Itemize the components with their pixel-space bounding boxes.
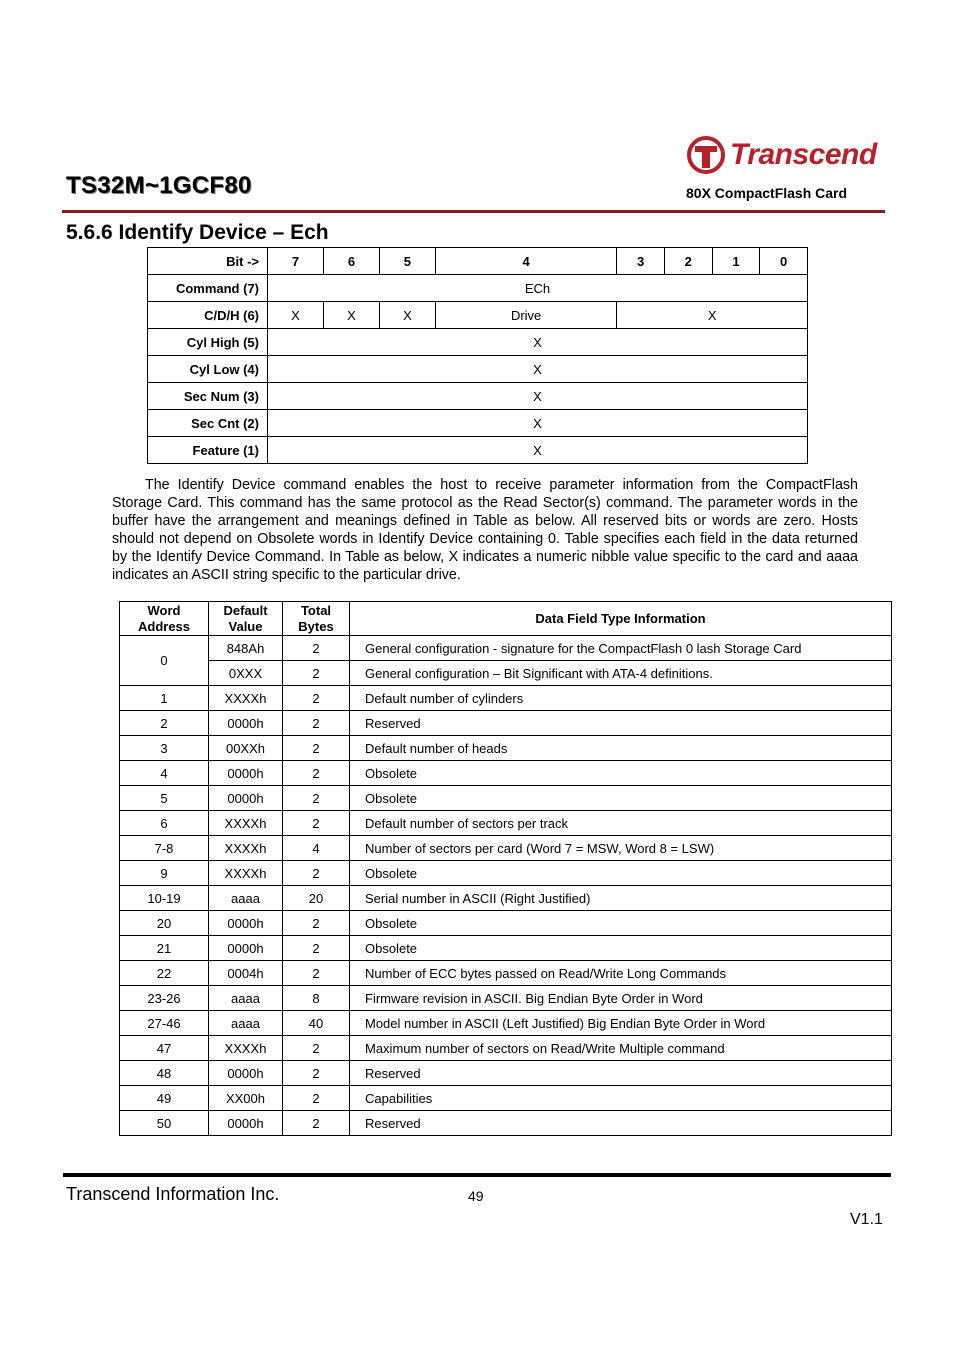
register-value: X: [268, 437, 808, 464]
info-cell: Number of sectors per card (Word 7 = MSW, Word 8 = LSW): [350, 836, 892, 861]
info-cell: Default number of sectors per track: [350, 811, 892, 836]
total-bytes-cell: 4: [283, 836, 350, 861]
table-row: [148, 302, 808, 329]
word-address-cell: 2: [120, 711, 209, 736]
column-header-word-address: Word Address: [120, 602, 209, 636]
register-bit-value: Drive: [435, 302, 616, 329]
identify-data-table: [119, 601, 892, 1136]
table-row: [120, 1011, 892, 1036]
default-value-cell: 848Ah: [209, 636, 283, 661]
info-cell: Reserved: [350, 711, 892, 736]
default-value-cell: 0000h: [209, 711, 283, 736]
register-bit-value: X: [379, 302, 435, 329]
default-value-cell: XXXXh: [209, 811, 283, 836]
info-cell: Reserved: [350, 1111, 892, 1136]
register-bit-value: X: [268, 302, 324, 329]
body-paragraph: The Identify Device command enables the host to receive parameter information from the CompactFlash Storage Card. This command has the same protocol as the Read Sector(s) command. The parameter words in the buffer have the arrangement and meanings defined in Table as below. All reserved bits or words are zero. Hosts should not depend on Obsolete words in Identify Device containing 0. Table specifies each field in the data returned by the Identify Device Command. In Table as below, X indicates a numeric nibble value specific to the card and aaaa indicates an ASCII string specific to the particular drive.: [112, 477, 858, 583]
word-address-cell: 23-26: [120, 986, 209, 1011]
total-bytes-cell: 2: [283, 811, 350, 836]
word-address-cell: 21: [120, 936, 209, 961]
table-row: [120, 861, 892, 886]
product-title: TS32M~1GCF80: [66, 172, 252, 199]
table-row: [120, 636, 892, 661]
product-subtitle: 80X CompactFlash Card: [686, 185, 848, 201]
word-address-cell: 48: [120, 1061, 209, 1086]
register-bit-value: X: [617, 302, 808, 329]
register-name: C/D/H (6): [148, 302, 268, 329]
word-address-cell: 22: [120, 961, 209, 986]
register-name: Cyl High (5): [148, 329, 268, 356]
bit-label: 3: [617, 248, 665, 275]
total-bytes-cell: 2: [283, 1061, 350, 1086]
column-header-default-value: Default Value: [209, 602, 283, 636]
page-number: 49: [468, 1188, 484, 1204]
info-cell: General configuration - signature for the CompactFlash 0 lash Storage Card: [350, 636, 892, 661]
document-version: V1.1: [850, 1211, 883, 1228]
total-bytes-cell: 2: [283, 961, 350, 986]
word-address-cell: 10-19: [120, 886, 209, 911]
info-cell: Serial number in ASCII (Right Justified): [350, 886, 892, 911]
default-value-cell: 0000h: [209, 786, 283, 811]
word-address-cell: 4: [120, 761, 209, 786]
total-bytes-cell: 2: [283, 711, 350, 736]
table-row: [120, 911, 892, 936]
word-address-cell: 20: [120, 911, 209, 936]
info-cell: Reserved: [350, 1061, 892, 1086]
info-cell: Firmware revision in ASCII. Big Endian Byte Order in Word: [350, 986, 892, 1011]
register-name: Cyl Low (4): [148, 356, 268, 383]
total-bytes-cell: 2: [283, 636, 350, 661]
brand-logo: [686, 134, 877, 176]
info-cell: Model number in ASCII (Left Justified) Big Endian Byte Order in Word: [350, 1011, 892, 1036]
word-address-cell: 49: [120, 1086, 209, 1111]
info-cell: Default number of cylinders: [350, 686, 892, 711]
register-name: Sec Cnt (2): [148, 410, 268, 437]
table-row: [120, 686, 892, 711]
table-header-row: [120, 602, 892, 636]
bit-label: 0: [760, 248, 808, 275]
total-bytes-cell: 2: [283, 1111, 350, 1136]
table-row: [120, 1111, 892, 1136]
default-value-cell: 0000h: [209, 911, 283, 936]
table-row: [148, 329, 808, 356]
table-row: [148, 437, 808, 464]
default-value-cell: 0000h: [209, 761, 283, 786]
word-address-cell: 7-8: [120, 836, 209, 861]
info-cell: Obsolete: [350, 911, 892, 936]
bit-label: 5: [379, 248, 435, 275]
register-table: [147, 247, 808, 464]
total-bytes-cell: 20: [283, 886, 350, 911]
default-value-cell: XXXXh: [209, 836, 283, 861]
default-value-cell: aaaa: [209, 886, 283, 911]
register-name: Command (7): [148, 275, 268, 302]
table-row: [120, 836, 892, 861]
total-bytes-cell: 40: [283, 1011, 350, 1036]
column-header-total-bytes: Total Bytes: [283, 602, 350, 636]
table-row: [120, 811, 892, 836]
word-address-cell: 1: [120, 686, 209, 711]
total-bytes-cell: 2: [283, 686, 350, 711]
word-address-cell: 3: [120, 736, 209, 761]
total-bytes-cell: 2: [283, 911, 350, 936]
total-bytes-cell: 8: [283, 986, 350, 1011]
footer-divider: [63, 1173, 891, 1177]
default-value-cell: XXXXh: [209, 861, 283, 886]
table-row: [120, 786, 892, 811]
register-value: X: [268, 329, 808, 356]
transcend-logo-icon: [686, 135, 726, 175]
register-bit-value: X: [323, 302, 379, 329]
total-bytes-cell: 2: [283, 786, 350, 811]
info-cell: Obsolete: [350, 761, 892, 786]
default-value-cell: 0XXX: [209, 661, 283, 686]
total-bytes-cell: 2: [283, 661, 350, 686]
word-address-cell: 5: [120, 786, 209, 811]
default-value-cell: 0000h: [209, 936, 283, 961]
word-address-cell: 6: [120, 811, 209, 836]
word-address-cell: 27-46: [120, 1011, 209, 1036]
default-value-cell: aaaa: [209, 986, 283, 1011]
info-cell: Default number of heads: [350, 736, 892, 761]
word-address-cell: 0: [120, 636, 209, 686]
total-bytes-cell: 2: [283, 761, 350, 786]
word-address-cell: 50: [120, 1111, 209, 1136]
info-cell: Obsolete: [350, 861, 892, 886]
register-value: X: [268, 356, 808, 383]
table-row: [120, 1061, 892, 1086]
default-value-cell: 0000h: [209, 1111, 283, 1136]
default-value-cell: XX00h: [209, 1086, 283, 1111]
footer-company: Transcend Information Inc.: [66, 1184, 280, 1204]
register-value: X: [268, 410, 808, 437]
section-heading: 5.6.6 Identify Device – Ech: [66, 221, 329, 244]
default-value-cell: 00XXh: [209, 736, 283, 761]
register-value: ECh: [268, 275, 808, 302]
register-name: Feature (1): [148, 437, 268, 464]
default-value-cell: aaaa: [209, 1011, 283, 1036]
table-row: [120, 711, 892, 736]
total-bytes-cell: 2: [283, 936, 350, 961]
table-row: [120, 661, 892, 686]
bit-header: Bit ->: [148, 248, 268, 275]
total-bytes-cell: 2: [283, 736, 350, 761]
bit-label: 7: [268, 248, 324, 275]
table-row: [120, 886, 892, 911]
header-divider: [62, 210, 885, 213]
table-row: [148, 275, 808, 302]
table-row: [120, 961, 892, 986]
bit-label: 1: [712, 248, 760, 275]
table-row: [120, 1086, 892, 1111]
table-row: [120, 761, 892, 786]
total-bytes-cell: 2: [283, 1036, 350, 1061]
column-header-info: Data Field Type Information: [350, 602, 892, 636]
default-value-cell: 0004h: [209, 961, 283, 986]
bit-label: 6: [323, 248, 379, 275]
info-cell: Obsolete: [350, 786, 892, 811]
info-cell: Obsolete: [350, 936, 892, 961]
table-row: [148, 410, 808, 437]
word-address-cell: 9: [120, 861, 209, 886]
info-cell: Number of ECC bytes passed on Read/Write Long Commands: [350, 961, 892, 986]
register-value: X: [268, 383, 808, 410]
table-row: [120, 736, 892, 761]
info-cell: Maximum number of sectors on Read/Write Multiple command: [350, 1036, 892, 1061]
default-value-cell: XXXXh: [209, 1036, 283, 1061]
table-row: [148, 248, 808, 275]
total-bytes-cell: 2: [283, 861, 350, 886]
brand-name: Transcend: [730, 138, 877, 171]
bit-label: 2: [664, 248, 712, 275]
table-row: [120, 1036, 892, 1061]
table-row: [120, 936, 892, 961]
total-bytes-cell: 2: [283, 1086, 350, 1111]
register-name: Sec Num (3): [148, 383, 268, 410]
info-cell: General configuration – Bit Significant with ATA-4 definitions.: [350, 661, 892, 686]
table-row: [120, 986, 892, 1011]
default-value-cell: 0000h: [209, 1061, 283, 1086]
table-row: [148, 383, 808, 410]
info-cell: Capabilities: [350, 1086, 892, 1111]
default-value-cell: XXXXh: [209, 686, 283, 711]
table-row: [148, 356, 808, 383]
bit-label: 4: [435, 248, 616, 275]
word-address-cell: 47: [120, 1036, 209, 1061]
